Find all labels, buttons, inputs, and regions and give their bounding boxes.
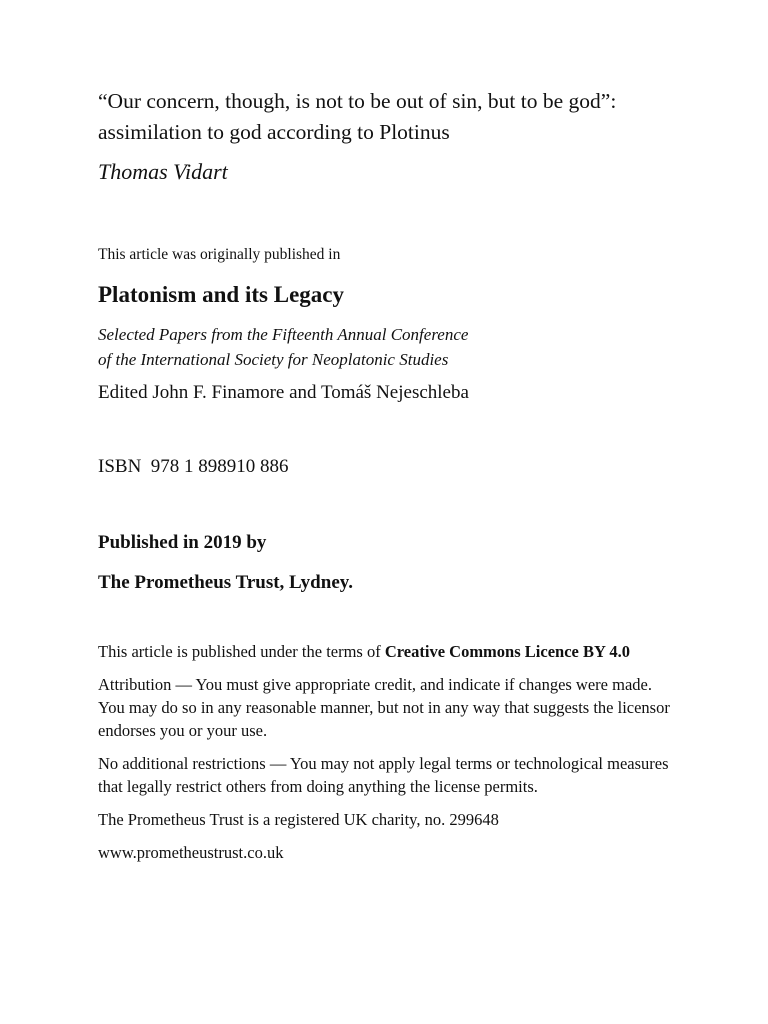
article-author: Thomas Vidart bbox=[98, 159, 228, 184]
licence-intro: This article is published under the terms of bbox=[98, 642, 385, 661]
book-subtitle-line-1: Selected Papers from the Fifteenth Annual Conference bbox=[98, 325, 469, 344]
book-title: Platonism and its Legacy bbox=[98, 282, 344, 307]
publication-year: Published in 2019 by bbox=[98, 532, 267, 553]
book-subtitle bbox=[98, 322, 678, 372]
publisher: The Prometheus Trust, Lydney. bbox=[98, 572, 353, 593]
licence-restrictions: No additional restrictions — You may not apply legal terms or technological measures that legally restrict others from doing anything the license permits. bbox=[98, 754, 669, 796]
book-editors: Edited John F. Finamore and Tomáš Nejeschleba bbox=[98, 382, 469, 403]
charity-statement: The Prometheus Trust is a registered UK charity, no. 299648 bbox=[98, 810, 499, 829]
article-title: “Our concern, though, is not to be out of sin, but to be god”: assimilation to god according to Plotinus bbox=[98, 89, 617, 144]
licence-name: Creative Commons Licence BY 4.0 bbox=[384, 642, 631, 661]
licence-attribution: Attribution — You must give appropriate credit, and indicate if changes were made. You may do so in any reasonable manner, but not in any way that suggests the licensor endorses you or your use. bbox=[98, 675, 670, 740]
title-page bbox=[98, 86, 678, 864]
licence-statement bbox=[98, 640, 678, 663]
isbn: ISBN 978 1 898910 886 bbox=[98, 456, 289, 477]
book-subtitle-line-2: of the International Society for Neoplatonic Studies bbox=[98, 350, 449, 369]
website-url: www.prometheustrust.co.uk bbox=[98, 843, 284, 862]
original-publication-note: This article was originally published in bbox=[98, 246, 341, 263]
